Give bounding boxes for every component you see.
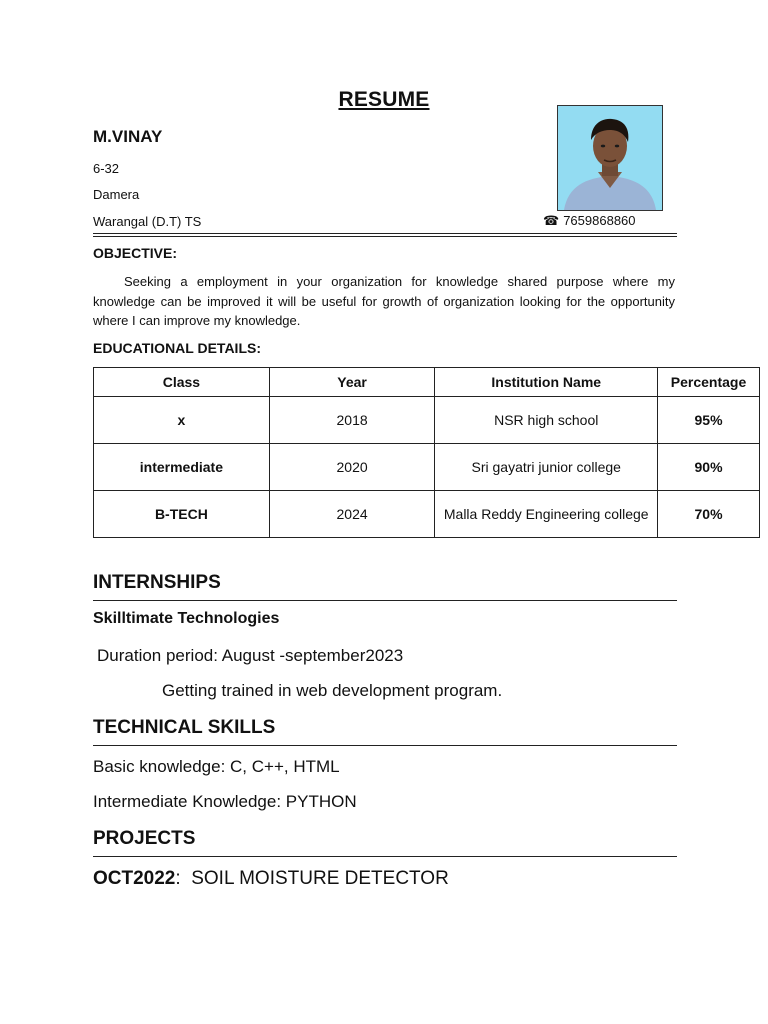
percentage-cell: 70%	[658, 491, 760, 538]
resume-title: RESUME	[338, 88, 430, 111]
address-line-1: 6-32	[93, 161, 120, 176]
project-entry	[93, 868, 449, 890]
projects-heading: PROJECTS	[93, 828, 196, 849]
candidate-name: M.VINAY	[93, 127, 163, 146]
skill-item: Intermediate Knowledge: PYTHON	[93, 792, 357, 811]
internships-divider	[93, 600, 677, 601]
percentage-cell: 95%	[658, 397, 760, 444]
internships-heading: INTERNSHIPS	[93, 572, 221, 593]
objective-text: Seeking a employment in your organization for knowledge shared purpose where my knowledge can be improved it will be useful for growth of organization looking for the opportunity where I can improve my knowledge.	[93, 274, 675, 328]
address-line-2: Damera	[93, 187, 140, 202]
phone-number	[543, 213, 636, 229]
profile-photo-image	[558, 106, 662, 210]
class-cell: intermediate	[94, 444, 270, 491]
project-separator: :	[175, 868, 181, 889]
institution-cell: Sri gayatri junior college	[435, 444, 658, 491]
column-header: Year	[269, 368, 435, 397]
skill-item: Basic knowledge: C, C++, HTML	[93, 757, 340, 776]
class-cell: x	[94, 397, 270, 444]
column-header: Class	[94, 368, 270, 397]
address-line-3: Warangal (D.T) TS	[93, 214, 202, 229]
header-divider	[93, 233, 677, 237]
column-header: Institution Name	[435, 368, 658, 397]
internship-company: Skilltimate Technologies	[93, 610, 280, 627]
phone-text: 7659868860	[563, 213, 636, 228]
objective-heading: OBJECTIVE:	[93, 245, 178, 261]
class-cell: B-TECH	[94, 491, 270, 538]
year-cell: 2018	[269, 397, 435, 444]
table-row	[94, 444, 760, 491]
profile-photo	[557, 105, 663, 211]
table-header-row	[94, 368, 760, 397]
internship-description: Getting trained in web development program.	[162, 681, 503, 700]
column-header: Percentage	[658, 368, 760, 397]
internship-duration: Duration period: August -september2023	[97, 646, 404, 665]
education-table	[93, 367, 760, 538]
project-date: OCT2022	[93, 868, 176, 889]
institution-cell: Malla Reddy Engineering college	[435, 491, 658, 538]
table-row	[94, 397, 760, 444]
institution-cell: NSR high school	[435, 397, 658, 444]
skills-heading: TECHNICAL SKILLS	[93, 717, 276, 738]
telephone-icon: ☎	[543, 213, 560, 228]
table-row	[94, 491, 760, 538]
education-heading: EDUCATIONAL DETAILS:	[93, 340, 261, 356]
skills-divider	[93, 745, 677, 746]
year-cell: 2020	[269, 444, 435, 491]
percentage-cell: 90%	[658, 444, 760, 491]
projects-divider	[93, 856, 677, 857]
year-cell: 2024	[269, 491, 435, 538]
project-name: SOIL MOISTURE DETECTOR	[191, 868, 449, 889]
